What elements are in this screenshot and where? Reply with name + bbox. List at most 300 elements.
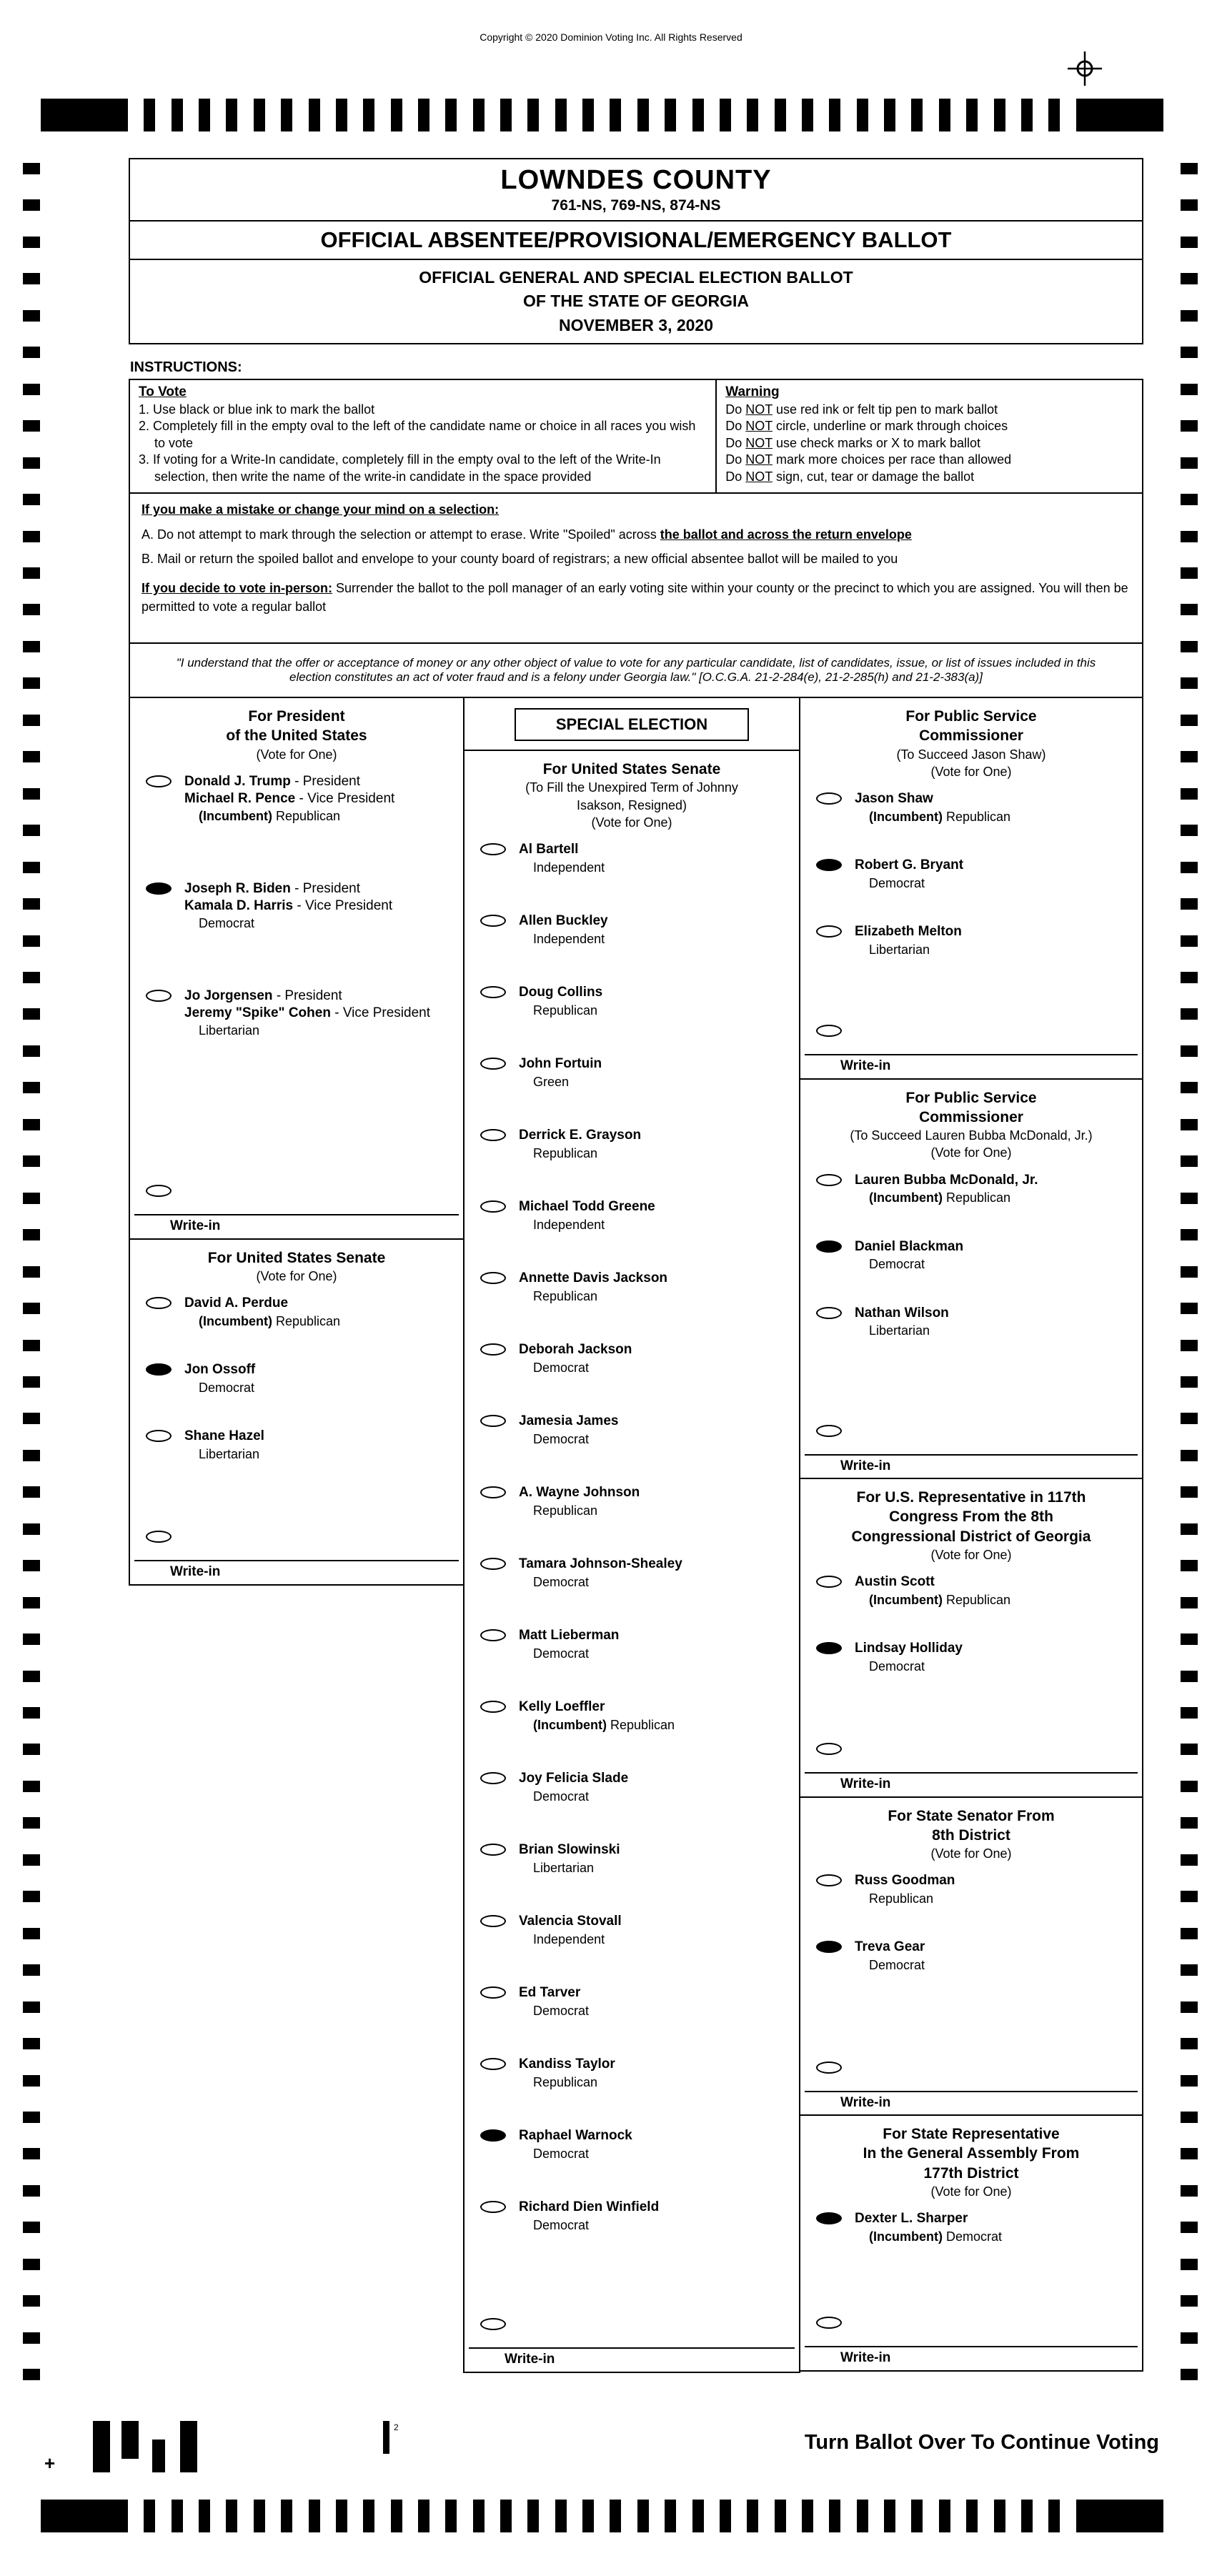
candidate-party (184, 809, 456, 824)
candidate-oval[interactable] (480, 2129, 506, 2142)
write-in-label: Write-in (840, 1776, 891, 1791)
candidate-info (519, 1913, 792, 1947)
timing-mark (199, 2500, 210, 2532)
timing-mark (1181, 531, 1198, 542)
alignment-mark-label: 2 (394, 2422, 399, 2432)
timing-end-bar (41, 99, 128, 131)
candidate-info (519, 984, 792, 1018)
candidate-row (465, 1050, 799, 1121)
timing-marks-left (23, 163, 40, 2381)
candidate-info (184, 988, 456, 1039)
header-election-row (130, 259, 1142, 343)
candidate-party (855, 2229, 1135, 2244)
timing-end-bar (1076, 2500, 1163, 2532)
candidate-info (184, 1361, 456, 1396)
contest-title (800, 1479, 1142, 1568)
candidate-party (184, 1381, 456, 1396)
timing-mark (939, 99, 950, 131)
candidate-party (519, 1575, 792, 1590)
mistake-items (141, 526, 1131, 568)
party-name: Republican (276, 809, 341, 824)
candidate-name-bold: Dexter L. Sharper (855, 2211, 968, 2227)
candidate-row (465, 1550, 799, 1621)
write-in-label: Write-in (840, 2094, 891, 2110)
candidate-row (800, 1568, 1142, 1634)
party-name: Democrat (946, 2229, 1003, 2244)
timing-mark (23, 1193, 40, 1204)
candidate-oval[interactable] (816, 1874, 842, 1886)
timing-mark (775, 99, 786, 131)
candidate-row (800, 917, 1142, 984)
write-in-oval-row (800, 2054, 1142, 2091)
candidate-name (184, 1295, 456, 1312)
candidate-name-bold: Raphael Warnock (519, 2128, 632, 2144)
warning-panel (717, 380, 1142, 492)
candidate-oval[interactable] (816, 1307, 842, 1319)
timing-mark (23, 2185, 40, 2197)
timing-mark (1181, 788, 1198, 800)
candidate-oval[interactable] (480, 1915, 506, 1927)
party-name: Democrat (199, 916, 255, 931)
candidate-oval[interactable] (480, 1343, 506, 1356)
candidate-row (130, 1356, 463, 1422)
timing-mark (23, 310, 40, 322)
timing-mark (23, 1597, 40, 1608)
timing-mark (1181, 310, 1198, 322)
candidate-name-bold: Joy Felicia Slade (519, 1771, 629, 1786)
timing-mark (1021, 99, 1033, 131)
candidate-party (519, 2147, 792, 2162)
candidate-party (519, 1218, 792, 1233)
candidate-oval[interactable] (816, 1642, 842, 1654)
party-name: Republican (533, 2074, 598, 2089)
timing-mark (1181, 641, 1198, 652)
candidate-oval[interactable] (146, 1297, 172, 1309)
party-name: Democrat (533, 1646, 590, 1661)
candidate-oval[interactable] (816, 1174, 842, 1186)
timing-mark (23, 494, 40, 505)
candidate-oval[interactable] (146, 775, 172, 787)
timing-mark (1181, 1817, 1198, 1829)
contest-subtitle-line: (To Succeed Lauren Bubba McDonald, Jr.) (850, 1128, 1093, 1143)
timing-mark (23, 2148, 40, 2159)
timing-mark (23, 2295, 40, 2307)
timing-mark (23, 1413, 40, 1424)
candidate-name (519, 2199, 792, 2216)
timing-mark (23, 677, 40, 689)
timing-mark (473, 2500, 485, 2532)
candidate-row (800, 851, 1142, 917)
candidate-party (184, 1023, 456, 1038)
warning-item-not: NOT (745, 452, 773, 467)
write-in-label: Write-in (505, 2352, 555, 2367)
candidate-party (855, 1659, 1135, 1674)
incumbent-label: (Incumbent) (199, 1313, 276, 1328)
candidate-oval[interactable] (816, 2212, 842, 2224)
candidate-oval[interactable] (480, 1058, 506, 1070)
candidate-row (800, 2204, 1142, 2271)
candidate-info (519, 1055, 792, 1090)
party-name: Republican (533, 1503, 598, 1518)
write-in-oval-row (465, 2310, 799, 2347)
candidate-oval[interactable] (816, 1941, 842, 1953)
candidate-oval[interactable] (480, 915, 506, 927)
instructions-label: INSTRUCTIONS: (130, 359, 242, 375)
contest-title (800, 2116, 1142, 2204)
warning-item-pre: Do (725, 419, 746, 434)
timing-marks-top (41, 99, 1163, 131)
timing-mark (23, 347, 40, 358)
candidate-oval[interactable] (816, 1240, 842, 1253)
party-name: Democrat (533, 1431, 590, 1446)
candidate-info (855, 1238, 1135, 1273)
timing-mark (610, 2500, 621, 2532)
timing-mark (582, 99, 594, 131)
candidate-oval[interactable] (480, 2201, 506, 2213)
candidate-oval[interactable] (816, 859, 842, 871)
vote-in-person-text: Surrender the ballot to the poll manager of an early voting site within your county or the precinct to which you are assigned. You will then be permitted to vote a regular ballot (141, 581, 1128, 614)
warning-item (725, 402, 1133, 418)
candidate-oval[interactable] (480, 1558, 506, 1570)
timing-mark (23, 163, 40, 174)
candidate-party (519, 2218, 792, 2233)
mistake-item (141, 550, 1131, 568)
contest-title (800, 1080, 1142, 1166)
candidate-party (855, 1257, 1135, 1272)
party-name: Libertarian (533, 1860, 595, 1875)
write-in-oval[interactable] (816, 1743, 842, 1755)
candidate-info (184, 773, 456, 825)
write-in-group (130, 1523, 463, 1584)
candidate-info (855, 790, 1135, 825)
contest-subtitle-line: (To Fill the Unexpired Term of Johnny (525, 780, 738, 795)
party-name: Republican (276, 1313, 341, 1328)
contest-box (799, 1796, 1143, 2117)
candidate-row (465, 1979, 799, 2050)
timing-mark (500, 2500, 512, 2532)
timing-mark (226, 99, 237, 131)
candidate-party (519, 1861, 792, 1876)
candidate-name (184, 1428, 456, 1445)
contest-title-line: For State Senator From (888, 1807, 1055, 1824)
candidate-info (184, 1295, 456, 1329)
candidate-party (184, 916, 456, 931)
contest-title-line: of the United States (226, 727, 367, 745)
candidate-name (519, 1699, 792, 1716)
party-name: Democrat (869, 1958, 925, 1973)
timing-mark (1181, 1376, 1198, 1388)
party-name: Republican (869, 1891, 934, 1906)
timing-mark (1181, 1928, 1198, 1939)
timing-mark (1181, 935, 1198, 947)
timing-mark (391, 99, 402, 131)
candidate-row (465, 1693, 799, 1764)
candidate-oval[interactable] (480, 1772, 506, 1784)
candidate-oval[interactable] (816, 792, 842, 805)
candidate-row (465, 1907, 799, 1979)
to-vote-item: 3. If voting for a Write-In candidate, completely fill in the empty oval to the left of the Write-In selection, then write the name of the write-in candidate in the space provided (139, 452, 661, 484)
candidate-row (130, 1289, 463, 1356)
contest-subtitle-line: (Vote for One) (930, 1547, 1012, 1562)
candidate-info (519, 2127, 792, 2162)
warning-item-pre: Do (725, 435, 746, 450)
contest-title (800, 1798, 1142, 1867)
write-in-oval[interactable] (816, 1425, 842, 1437)
warning-items (725, 402, 1133, 485)
timing-mark (1181, 2075, 1198, 2087)
candidate-info (519, 1127, 792, 1161)
candidate-name (855, 1939, 1135, 1956)
warning-item (725, 469, 1133, 485)
party-name: Independent (533, 860, 605, 875)
candidate-name-bold: Donald J. Trump (184, 773, 291, 789)
timing-mark (1181, 1008, 1198, 1020)
candidate-name-bold: Richard Dien Winfield (519, 2199, 660, 2215)
timing-mark (1181, 2369, 1198, 2380)
candidate-oval[interactable] (480, 843, 506, 855)
ballot-header (129, 158, 1143, 344)
timing-mark (582, 2500, 594, 2532)
mistake-item-segment: B. Mail or return the spoiled ballot and envelope to your county board of registrars; a new official absentee ballot will be mailed to you (141, 552, 898, 567)
candidate-oval[interactable] (480, 1415, 506, 1427)
write-in-oval[interactable] (816, 1025, 842, 1037)
timing-mark (857, 2500, 868, 2532)
write-in-oval[interactable] (146, 1185, 172, 1197)
timing-mark (1181, 457, 1198, 469)
timing-mark (23, 1376, 40, 1388)
timing-mark (1181, 347, 1198, 358)
timing-mark (1181, 2148, 1198, 2159)
timing-mark (1181, 1891, 1198, 1902)
alignment-bar (121, 2421, 139, 2459)
candidate-name-bold: Shane Hazel (184, 1428, 264, 1444)
timing-mark (1181, 384, 1198, 395)
candidate-name (519, 1413, 792, 1430)
timing-mark (1181, 2112, 1198, 2123)
warning-item (725, 435, 1133, 452)
candidate-oval[interactable] (146, 882, 172, 895)
timing-mark (363, 2500, 374, 2532)
timing-mark (23, 898, 40, 910)
mistake-item (141, 526, 1131, 544)
party-name: Independent (533, 1931, 605, 1946)
incumbent-label: (Incumbent) (869, 809, 946, 824)
candidate-row (800, 1166, 1142, 1233)
timing-mark (1181, 972, 1198, 983)
candidate-name-bold: Nathan Wilson (855, 1305, 949, 1321)
candidate-party (519, 1503, 792, 1518)
candidate-oval[interactable] (146, 1363, 172, 1376)
timing-mark (911, 99, 923, 131)
warning-item-text: mark more choices per race than allowed (772, 452, 1012, 467)
contest-title (130, 698, 463, 767)
contest-title-line: Commissioner (919, 727, 1023, 745)
party-name: Independent (533, 931, 605, 946)
contest-subtitle-line: Isakson, Resigned) (576, 797, 687, 812)
candidate-info (519, 1484, 792, 1518)
candidate-oval[interactable] (480, 1629, 506, 1641)
candidate-row (465, 1193, 799, 1264)
timing-mark (720, 99, 731, 131)
to-vote-title: To Vote (139, 384, 187, 399)
timing-mark (1181, 2259, 1198, 2270)
write-in-oval[interactable] (146, 1531, 172, 1543)
candidate-oval[interactable] (480, 986, 506, 998)
warning-item (725, 452, 1133, 468)
timing-mark (1181, 1854, 1198, 1866)
timing-mark (966, 2500, 978, 2532)
candidate-oval[interactable] (480, 1129, 506, 1141)
party-name: Libertarian (199, 1023, 260, 1038)
candidate-name-suffix: - President (272, 988, 342, 1003)
candidate-info (519, 2199, 792, 2233)
contest-subtitle-line: (Vote for One) (930, 1145, 1012, 1160)
write-in-oval[interactable] (816, 2317, 842, 2329)
timing-mark (23, 2112, 40, 2123)
timing-mark (23, 384, 40, 395)
candidate-info (855, 923, 1135, 958)
timing-mark (1181, 2001, 1198, 2013)
mistake-item-segment: the ballot and across the return envelope (660, 527, 912, 542)
timing-mark (775, 2500, 786, 2532)
candidate-name-suffix: - Vice President (293, 897, 393, 913)
write-in-oval[interactable] (816, 2062, 842, 2074)
mistake-heading: If you make a mistake or change your mind on a selection: (141, 502, 500, 517)
timing-mark (500, 99, 512, 131)
candidate-oval[interactable] (480, 2058, 506, 2070)
timing-mark (1181, 237, 1198, 248)
timing-mark (1181, 1450, 1198, 1461)
candidate-info (519, 1270, 792, 1304)
header-county-row (130, 159, 1142, 220)
timing-mark (1181, 1303, 1198, 1314)
candidate-row (465, 2193, 799, 2264)
timing-mark (1181, 1707, 1198, 1719)
candidate-name-bold: Austin Scott (855, 1574, 935, 1590)
to-vote-panel (130, 380, 717, 492)
timing-mark (281, 99, 292, 131)
candidate-oval[interactable] (816, 925, 842, 938)
candidate-party (519, 1646, 792, 1661)
candidate-name (519, 1341, 792, 1358)
contest-title-line: For United States Senate (207, 1249, 386, 1266)
contest-subtitle-line: (Vote for One) (256, 747, 337, 762)
candidate-oval[interactable] (480, 1272, 506, 1284)
candidate-info (855, 1305, 1135, 1339)
candidate-info (519, 1984, 792, 2019)
timing-mark (747, 99, 758, 131)
election-title-line1: OFFICIAL GENERAL AND SPECIAL ELECTION BALLOT (419, 268, 853, 287)
candidate-row (800, 1634, 1142, 1701)
candidate-info (855, 857, 1135, 891)
write-in-oval-row (130, 1523, 463, 1560)
write-in-group (800, 1017, 1142, 1078)
timing-mark (829, 99, 840, 131)
contest-title-line: 177th District (923, 2164, 1019, 2182)
timing-mark (1181, 1781, 1198, 1792)
write-in-oval[interactable] (480, 2318, 506, 2330)
party-name: Green (533, 1074, 570, 1089)
candidate-info (519, 1770, 792, 1804)
party-name: Republican (533, 1288, 598, 1303)
instructions-box (129, 379, 1143, 494)
contest-column-special (463, 697, 800, 2373)
candidate-info (855, 2210, 1135, 2244)
candidate-info (855, 1872, 1135, 1906)
candidate-name-bold: Joseph R. Biden (184, 880, 291, 896)
ballot-title: OFFICIAL ABSENTEE/PROVISIONAL/EMERGENCY BALLOT (320, 227, 952, 252)
timing-mark (445, 99, 457, 131)
candidate-oval[interactable] (146, 990, 172, 1002)
candidate-oval[interactable] (480, 1200, 506, 1213)
write-in-group (800, 2054, 1142, 2115)
write-in-group (130, 1177, 463, 1238)
candidate-row (465, 835, 799, 907)
candidate-oval[interactable] (816, 1576, 842, 1588)
timing-mark (418, 2500, 429, 2532)
candidate-name-bold: Michael Todd Greene (519, 1199, 655, 1215)
contest-title-line: In the General Assembly From (863, 2145, 1080, 2162)
candidate-oval[interactable] (480, 1986, 506, 1999)
timing-mark (1181, 273, 1198, 284)
timing-mark (23, 2332, 40, 2344)
timing-mark (23, 1891, 40, 1902)
candidate-info (519, 1413, 792, 1447)
party-name: Democrat (533, 2146, 590, 2161)
timing-mark (23, 1817, 40, 1829)
candidate-oval[interactable] (146, 1430, 172, 1442)
party-name: Republican (533, 1003, 598, 1018)
candidate-name-bold: Lindsay Holliday (855, 1641, 963, 1656)
warning-item-text: sign, cut, tear or damage the ballot (772, 469, 975, 484)
candidate-name (184, 880, 456, 897)
candidate-oval[interactable] (480, 1486, 506, 1498)
timing-mark (363, 99, 374, 131)
mistake-section (129, 494, 1143, 644)
write-in-group (800, 2309, 1142, 2370)
candidate-info (519, 2056, 792, 2090)
timing-mark (23, 1707, 40, 1719)
timing-mark (336, 99, 347, 131)
timing-mark (1181, 1266, 1198, 1278)
candidate-row (465, 907, 799, 978)
timing-mark (884, 2500, 895, 2532)
contest-box (799, 2114, 1143, 2372)
candidate-oval[interactable] (480, 1701, 506, 1713)
candidate-row (465, 1264, 799, 1336)
candidate-name (855, 2210, 1135, 2227)
candidate-row (800, 1233, 1142, 1299)
timing-mark (23, 1854, 40, 1866)
timing-mark (309, 2500, 320, 2532)
timing-mark (23, 420, 40, 432)
contest-box (799, 1078, 1143, 1480)
candidate-info (855, 1939, 1135, 1973)
candidate-party (519, 1003, 792, 1018)
candidate-name-suffix: - President (290, 773, 361, 789)
candidate-oval[interactable] (480, 1844, 506, 1856)
timing-mark (23, 1229, 40, 1240)
party-name: Republican (610, 1717, 675, 1732)
party-name: Democrat (533, 2217, 590, 2232)
candidate-name (184, 1361, 456, 1378)
write-in-oval-row (800, 2309, 1142, 2346)
candidate-row (465, 2122, 799, 2193)
contest-title (800, 698, 1142, 785)
warning-item-not: NOT (745, 402, 773, 417)
contest-box (799, 1478, 1143, 1798)
timing-marks-bottom (41, 2500, 1163, 2532)
